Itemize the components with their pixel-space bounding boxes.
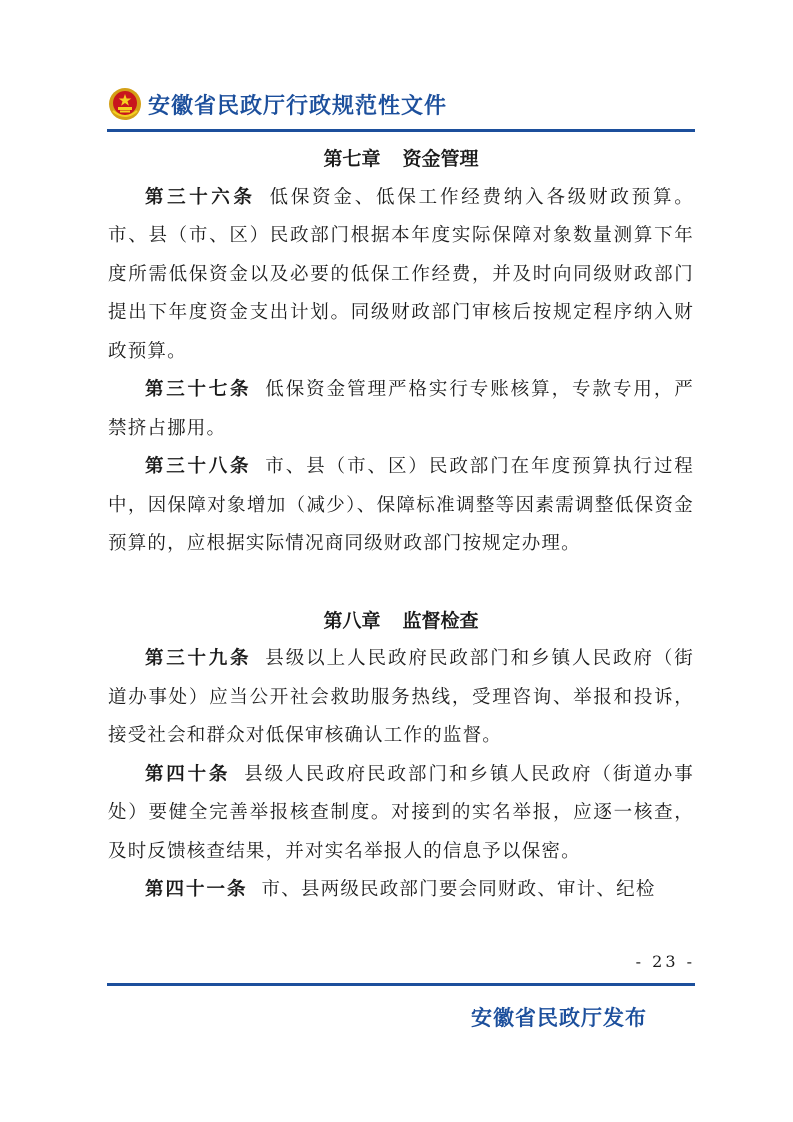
article-text: 低保资金管理严格实行专账核算，专款专用，严禁挤占挪用。 [108, 379, 694, 439]
article [108, 640, 694, 756]
document-body [108, 140, 694, 910]
article-text: 县级人民政府民政部门和乡镇人民政府（街道办事处）要健全完善举报核查制度。对接到的实名举报，应逐一核查，及时反馈核查结果，并对实名举报人的信息予以保密。 [108, 763, 694, 862]
article-label: 第四十条 [145, 763, 231, 785]
document-header [108, 86, 447, 122]
article-label: 第四十一条 [145, 879, 248, 900]
chapter-heading [108, 140, 694, 179]
article-label: 第三十八条 [145, 456, 252, 477]
article-text: 市、县（市、区）民政部门在年度预算执行过程中，因保障对象增加（减少）、保障标准调整等因素需调整低保资金预算的，应根据实际情况商同级财政部门按规定办理。 [108, 456, 694, 554]
page-number: - 23 - [635, 952, 695, 971]
footer-rule [107, 983, 695, 986]
chapter-number: 第七章 [323, 148, 381, 170]
chapter-heading [108, 602, 694, 641]
header-title: 安徽省民政厅行政规范性文件 [148, 93, 448, 119]
article-text: 低保资金、低保工作经费纳入各级财政预算。市、县（市、区）民政部门根据本年度实际保障对象数量测算下年度所需低保资金以及必要的低保工作经费，并及时向同级财政部门提出下年度资金支出计划。同级财政部门审核后按规定程序纳入财政预算。 [108, 186, 694, 362]
chapter-name: 资金管理 [402, 148, 479, 170]
article-text: 县级以上人民政府民政部门和乡镇人民政府（街道办事处）应当公开社会救助服务热线，受理咨询、举报和投诉，接受社会和群众对低保审核确认工作的监督。 [108, 648, 694, 746]
article [108, 371, 694, 448]
article [108, 756, 694, 872]
article-label: 第三十七条 [145, 379, 252, 400]
chapter-number: 第八章 [323, 609, 381, 632]
article [108, 179, 694, 372]
national-emblem-icon [108, 87, 142, 121]
chapter-name: 监督检查 [402, 609, 479, 632]
article-label: 第三十六条 [145, 186, 256, 208]
article [108, 871, 694, 910]
article-label: 第三十九条 [145, 648, 252, 669]
footer-publisher: 安徽省民政厅发布 [471, 1006, 647, 1030]
article-text: 市、县两级民政部门要会同财政、审计、纪检 [261, 879, 656, 900]
header-rule [107, 129, 695, 132]
article [108, 448, 694, 564]
